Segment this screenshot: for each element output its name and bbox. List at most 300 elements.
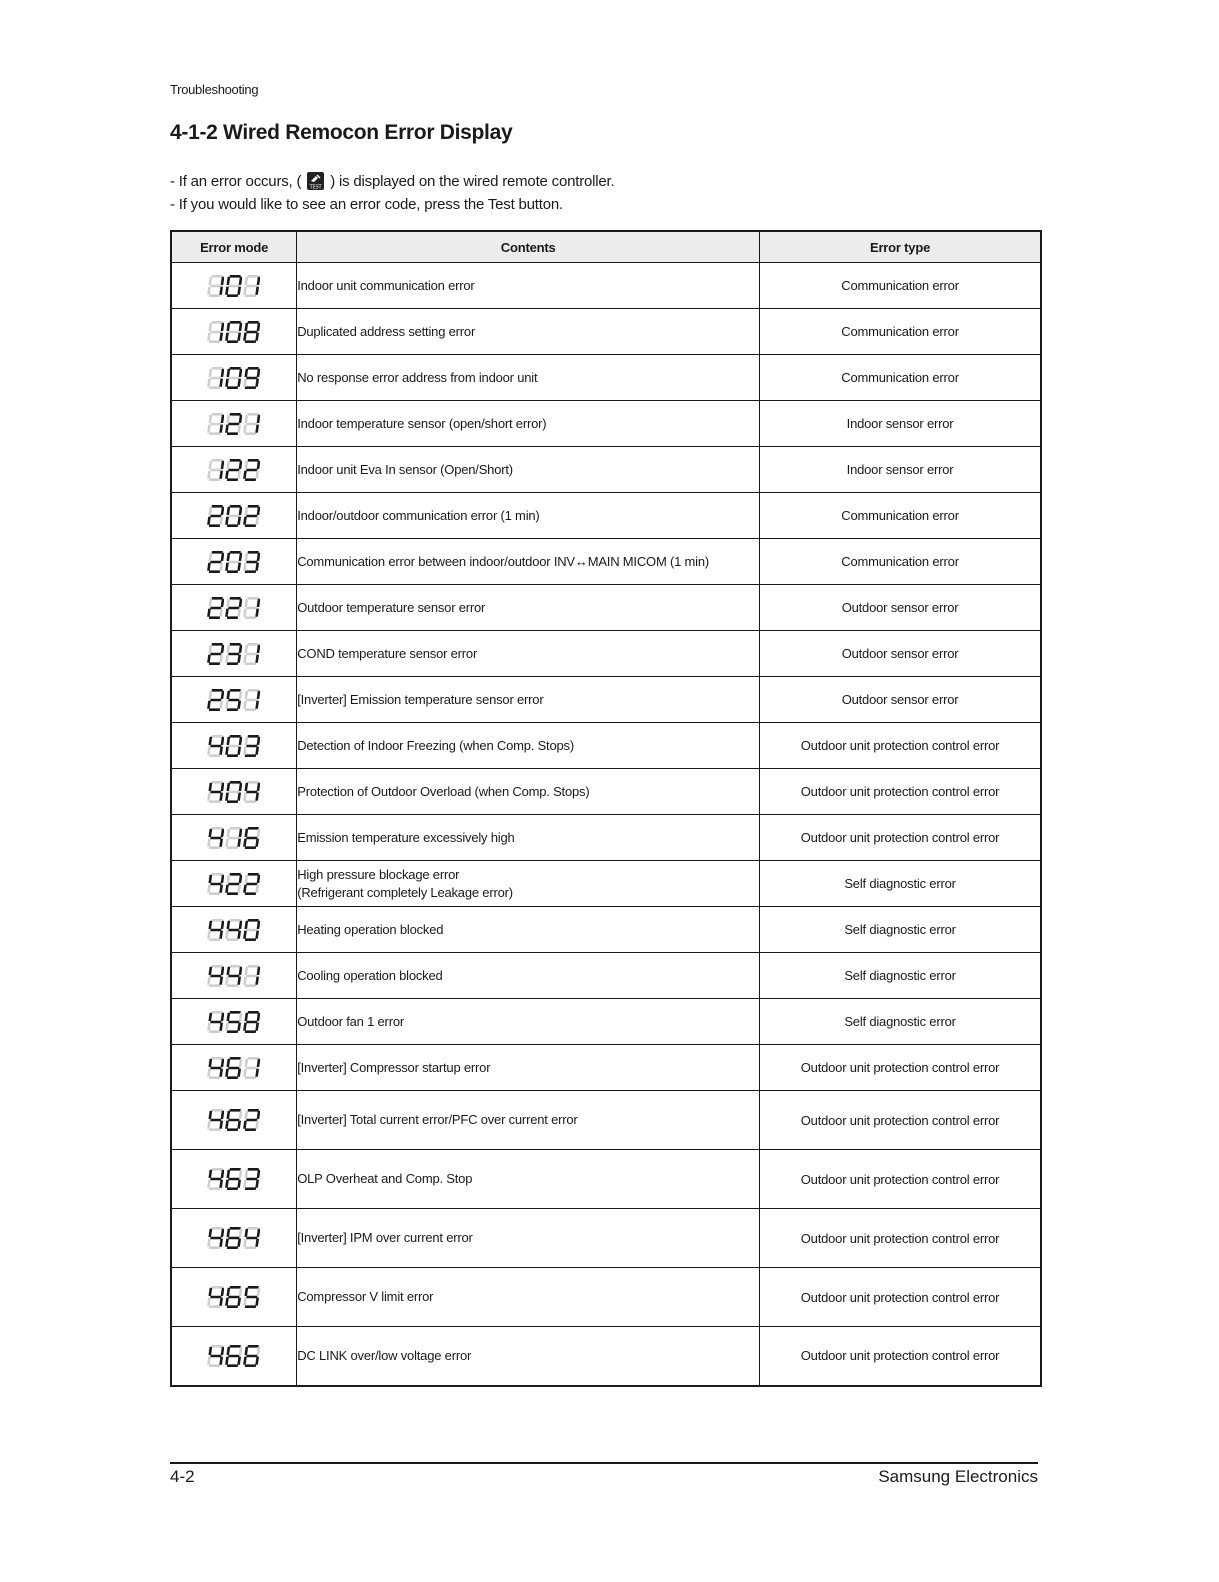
- segment-e: [225, 470, 229, 478]
- segment-g: [246, 468, 257, 471]
- error-contents: [297, 723, 760, 769]
- segment-b: [257, 1288, 260, 1296]
- seven-segment-digit: [207, 504, 224, 528]
- segment-g: [210, 974, 221, 977]
- table-row: [171, 999, 1041, 1045]
- segment-e: [207, 562, 211, 570]
- error-type: Communication error: [760, 539, 1041, 585]
- segment-c: [237, 976, 241, 984]
- segment-c: [237, 1239, 241, 1247]
- segment-g: [228, 606, 239, 609]
- segment-a: [248, 459, 259, 462]
- segment-b: [221, 782, 224, 790]
- table-header-row: [171, 231, 1041, 263]
- seven-segment-digit: [243, 642, 260, 666]
- segment-e: [207, 1121, 211, 1129]
- segment-a: [230, 1168, 241, 1171]
- segment-a: [248, 1109, 259, 1112]
- error-contents-line: Outdoor temperature sensor error: [297, 599, 486, 615]
- segment-a: [230, 689, 241, 692]
- error-contents-line: [Inverter] Emission temperature sensor error: [297, 691, 544, 707]
- segment-g: [246, 974, 257, 977]
- seven-segment-digit: [207, 458, 224, 482]
- segment-g: [210, 1066, 221, 1069]
- seven-segment-digit: [243, 1285, 260, 1309]
- segment-g: [210, 652, 221, 655]
- segment-e: [225, 1068, 229, 1076]
- segment-e: [243, 976, 247, 984]
- segment-c: [255, 562, 259, 570]
- error-contents-line: High pressure blockage error: [297, 866, 460, 882]
- segment-d: [227, 708, 238, 711]
- segment-a: [248, 597, 259, 600]
- segment-b: [239, 598, 242, 606]
- seven-segment-digit: [225, 1010, 242, 1034]
- error-contents: [297, 677, 760, 723]
- seven-segment-digit: [207, 1226, 224, 1250]
- segment-e: [207, 1022, 211, 1030]
- segment-d: [227, 754, 238, 757]
- segment-c: [237, 378, 241, 386]
- segment-e: [225, 838, 229, 846]
- segment-f: [245, 1058, 249, 1066]
- segment-e: [207, 884, 211, 892]
- segment-a: [248, 781, 259, 784]
- segment-e: [225, 654, 229, 662]
- segment-b: [257, 598, 260, 606]
- segment-d: [245, 524, 256, 527]
- segment-a: [248, 827, 259, 830]
- segment-e: [225, 562, 229, 570]
- segment-g: [210, 514, 221, 517]
- error-code-display: [171, 401, 297, 447]
- seven-segment-digit: [225, 458, 242, 482]
- segment-a: [212, 919, 223, 922]
- segment-b: [221, 276, 224, 284]
- segment-b: [239, 322, 242, 330]
- segment-f: [227, 276, 231, 284]
- segment-d: [245, 754, 256, 757]
- error-code-display: [171, 953, 297, 999]
- segment-g: [228, 514, 239, 517]
- segment-a: [230, 735, 241, 738]
- segment-g: [210, 790, 221, 793]
- segment-c: [237, 1298, 241, 1306]
- table-row: [171, 1045, 1041, 1091]
- segment-g: [228, 1237, 239, 1240]
- segment-d: [245, 1246, 256, 1249]
- seven-segment-digit: [243, 596, 260, 620]
- segment-e: [225, 746, 229, 754]
- footer-rule: [170, 1462, 1038, 1464]
- segment-a: [230, 551, 241, 554]
- segment-c: [255, 1298, 259, 1306]
- error-contents: [297, 309, 760, 355]
- segment-c: [219, 1022, 223, 1030]
- segment-b: [239, 690, 242, 698]
- segment-a: [212, 873, 223, 876]
- segment-d: [209, 1030, 220, 1033]
- segment-f: [245, 920, 249, 928]
- segment-a: [248, 321, 259, 324]
- segment-b: [257, 1058, 260, 1066]
- segment-e: [243, 1068, 247, 1076]
- segment-c: [255, 1239, 259, 1247]
- table-row: [171, 953, 1041, 999]
- segment-g: [228, 1020, 239, 1023]
- segment-g: [228, 560, 239, 563]
- error-code-display: [171, 999, 297, 1045]
- table-row: [171, 631, 1041, 677]
- error-contents-line: Indoor/outdoor communication error (1 min): [297, 507, 540, 523]
- segment-f: [227, 736, 231, 744]
- error-contents-line: [Inverter] IPM over current error: [297, 1230, 473, 1245]
- segment-b: [257, 736, 260, 744]
- segment-c: [237, 1068, 241, 1076]
- error-code-display: [171, 677, 297, 723]
- segment-e: [243, 1180, 247, 1188]
- segment-g: [228, 698, 239, 701]
- segment-e: [225, 1298, 229, 1306]
- segment-b: [221, 414, 224, 422]
- error-contents: [297, 447, 760, 493]
- table-row: [171, 263, 1041, 309]
- segment-d: [209, 386, 220, 389]
- segment-e: [243, 838, 247, 846]
- error-contents: [297, 1045, 760, 1091]
- seven-segment-digit: [207, 596, 224, 620]
- segment-b: [221, 1012, 224, 1020]
- segment-f: [227, 828, 231, 836]
- segment-f: [209, 1012, 213, 1020]
- table-row: [171, 1209, 1041, 1268]
- segment-c: [219, 378, 223, 386]
- table-row: [171, 1268, 1041, 1327]
- segment-c: [219, 516, 223, 524]
- segment-b: [221, 644, 224, 652]
- seven-segment-digit: [243, 734, 260, 758]
- seven-segment-digit: [207, 274, 224, 298]
- segment-g: [210, 330, 221, 333]
- seven-segment-digit: [207, 734, 224, 758]
- seven-segment-digit: [225, 688, 242, 712]
- segment-c: [237, 332, 241, 340]
- segment-c: [237, 838, 241, 846]
- segment-a: [248, 367, 259, 370]
- segment-d: [245, 1187, 256, 1190]
- segment-c: [219, 1121, 223, 1129]
- error-contents: [297, 1091, 760, 1150]
- table-row: [171, 677, 1041, 723]
- error-type: Self diagnostic error: [760, 861, 1041, 907]
- segment-d: [245, 1305, 256, 1308]
- seven-segment-digit: [225, 366, 242, 390]
- error-code-display: [171, 355, 297, 401]
- error-contents: [297, 585, 760, 631]
- segment-b: [239, 1170, 242, 1178]
- segment-g: [246, 284, 257, 287]
- segment-a: [212, 965, 223, 968]
- error-type: Self diagnostic error: [760, 907, 1041, 953]
- segment-b: [257, 966, 260, 974]
- segment-g: [210, 882, 221, 885]
- seven-segment-digit: [243, 504, 260, 528]
- segment-a: [248, 1057, 259, 1060]
- error-code-display: [171, 539, 297, 585]
- section-label: Troubleshooting: [170, 82, 259, 97]
- segment-g: [228, 422, 239, 425]
- segment-d: [209, 294, 220, 297]
- segment-g: [228, 1066, 239, 1069]
- segment-a: [230, 1227, 241, 1230]
- segment-b: [257, 690, 260, 698]
- segment-g: [210, 836, 221, 839]
- segment-g: [246, 836, 257, 839]
- error-type: Communication error: [760, 493, 1041, 539]
- segment-e: [243, 884, 247, 892]
- segment-d: [209, 478, 220, 481]
- segment-c: [255, 792, 259, 800]
- segment-g: [246, 560, 257, 563]
- segment-g: [246, 1178, 257, 1181]
- segment-f: [245, 1111, 249, 1119]
- segment-c: [237, 562, 241, 570]
- seven-segment-digit: [243, 320, 260, 344]
- segment-a: [212, 735, 223, 738]
- error-contents: [297, 1327, 760, 1386]
- segment-a: [212, 1057, 223, 1060]
- segment-f: [227, 920, 231, 928]
- segment-a: [212, 1011, 223, 1014]
- error-contents: [297, 815, 760, 861]
- segment-g: [210, 928, 221, 931]
- error-type: Outdoor sensor error: [760, 677, 1041, 723]
- segment-e: [243, 1022, 247, 1030]
- segment-d: [227, 662, 238, 665]
- segment-e: [207, 838, 211, 846]
- segment-f: [245, 276, 249, 284]
- segment-b: [239, 552, 242, 560]
- segment-e: [225, 332, 229, 340]
- segment-d: [209, 1076, 220, 1079]
- seven-segment-digit: [225, 504, 242, 528]
- segment-e: [243, 930, 247, 938]
- segment-e: [225, 930, 229, 938]
- segment-d: [209, 340, 220, 343]
- segment-d: [227, 1305, 238, 1308]
- segment-e: [207, 470, 211, 478]
- seven-segment-digit: [243, 1108, 260, 1132]
- seven-segment-digit: [207, 550, 224, 574]
- segment-c: [237, 608, 241, 616]
- segment-c: [219, 1356, 223, 1364]
- segment-c: [237, 884, 241, 892]
- segment-a: [212, 321, 223, 324]
- segment-a: [248, 1168, 259, 1171]
- segment-e: [225, 1180, 229, 1188]
- error-type: Communication error: [760, 309, 1041, 355]
- segment-b: [221, 920, 224, 928]
- error-contents: [297, 263, 760, 309]
- error-code-display: [171, 1327, 297, 1386]
- segment-a: [230, 321, 241, 324]
- segment-d: [227, 984, 238, 987]
- error-contents-line: [Inverter] Compressor startup error: [297, 1059, 491, 1075]
- error-contents: [297, 631, 760, 677]
- segment-d: [209, 892, 220, 895]
- segment-a: [212, 643, 223, 646]
- segment-f: [209, 322, 213, 330]
- segment-f: [245, 782, 249, 790]
- segment-c: [237, 746, 241, 754]
- segment-f: [227, 782, 231, 790]
- segment-f: [245, 368, 249, 376]
- segment-b: [257, 1012, 260, 1020]
- table-row: [171, 585, 1041, 631]
- segment-f: [209, 1229, 213, 1237]
- error-code-display: [171, 447, 297, 493]
- segment-a: [248, 689, 259, 692]
- segment-a: [212, 551, 223, 554]
- error-contents: [297, 907, 760, 953]
- segment-d: [245, 432, 256, 435]
- segment-c: [255, 746, 259, 754]
- segment-a: [248, 551, 259, 554]
- seven-segment-digit: [207, 918, 224, 942]
- segment-f: [227, 506, 231, 514]
- seven-segment-digit: [225, 872, 242, 896]
- segment-f: [209, 690, 213, 698]
- segment-e: [207, 516, 211, 524]
- seven-segment-digit: [207, 366, 224, 390]
- error-type: Outdoor unit protection control error: [760, 1327, 1041, 1386]
- seven-segment-digit: [225, 1285, 242, 1309]
- segment-b: [239, 414, 242, 422]
- segment-d: [227, 524, 238, 527]
- segment-g: [210, 1237, 221, 1240]
- error-contents-line: (Refrigerant completely Leakage error): [297, 884, 513, 900]
- segment-d: [227, 1187, 238, 1190]
- error-type: Indoor sensor error: [760, 447, 1041, 493]
- segment-a: [230, 1286, 241, 1289]
- segment-e: [207, 608, 211, 616]
- segment-f: [227, 1229, 231, 1237]
- error-code-display: [171, 861, 297, 907]
- segment-g: [228, 1178, 239, 1181]
- segment-e: [207, 746, 211, 754]
- segment-d: [245, 892, 256, 895]
- seven-segment-digit: [225, 1226, 242, 1250]
- segment-c: [219, 1298, 223, 1306]
- segment-c: [255, 378, 259, 386]
- segment-g: [210, 1119, 221, 1122]
- segment-e: [225, 424, 229, 432]
- segment-b: [239, 1058, 242, 1066]
- error-type: Outdoor sensor error: [760, 631, 1041, 677]
- segment-f: [209, 782, 213, 790]
- segment-f: [227, 598, 231, 606]
- segment-c: [219, 332, 223, 340]
- error-code-display: [171, 493, 297, 539]
- segment-b: [257, 276, 260, 284]
- error-contents-line: COND temperature sensor error: [297, 645, 478, 661]
- segment-f: [245, 966, 249, 974]
- segment-g: [246, 928, 257, 931]
- segment-a: [212, 597, 223, 600]
- segment-a: [212, 1345, 223, 1348]
- error-contents: [297, 355, 760, 401]
- segment-e: [207, 654, 211, 662]
- segment-c: [255, 608, 259, 616]
- segment-f: [245, 874, 249, 882]
- segment-f: [209, 644, 213, 652]
- segment-b: [239, 276, 242, 284]
- error-contents-line: Indoor temperature sensor (open/short error): [297, 415, 547, 431]
- error-contents-line: OLP Overheat and Comp. Stop: [297, 1171, 473, 1186]
- segment-a: [248, 413, 259, 416]
- segment-d: [245, 800, 256, 803]
- segment-f: [227, 966, 231, 974]
- error-contents: [297, 493, 760, 539]
- segment-d: [245, 478, 256, 481]
- table-row: [171, 723, 1041, 769]
- segment-g: [210, 744, 221, 747]
- segment-b: [257, 1170, 260, 1178]
- segment-b: [239, 506, 242, 514]
- segment-b: [221, 506, 224, 514]
- seven-segment-digit: [243, 688, 260, 712]
- segment-e: [207, 332, 211, 340]
- segment-c: [255, 424, 259, 432]
- error-contents: [297, 539, 760, 585]
- segment-e: [225, 976, 229, 984]
- segment-g: [246, 744, 257, 747]
- segment-f: [209, 368, 213, 376]
- segment-f: [209, 276, 213, 284]
- segment-a: [230, 505, 241, 508]
- segment-c: [255, 976, 259, 984]
- segment-g: [246, 652, 257, 655]
- table-row: [171, 1091, 1041, 1150]
- seven-segment-digit: [243, 918, 260, 942]
- error-contents-line: Emission temperature excessively high: [297, 829, 515, 845]
- segment-c: [237, 654, 241, 662]
- page-title: 4-1-2 Wired Remocon Error Display: [170, 121, 513, 144]
- segment-d: [209, 754, 220, 757]
- segment-b: [239, 460, 242, 468]
- seven-segment-digit: [225, 1344, 242, 1368]
- error-code-display: [171, 1091, 297, 1150]
- seven-segment-digit: [207, 1344, 224, 1368]
- segment-d: [227, 294, 238, 297]
- seven-segment-digit: [207, 1285, 224, 1309]
- seven-segment-digit: [243, 366, 260, 390]
- segment-b: [239, 644, 242, 652]
- segment-f: [245, 690, 249, 698]
- segment-f: [245, 1347, 249, 1355]
- error-type: Indoor sensor error: [760, 401, 1041, 447]
- segment-d: [245, 662, 256, 665]
- segment-b: [221, 966, 224, 974]
- table-row: [171, 815, 1041, 861]
- segment-g: [210, 468, 221, 471]
- segment-g: [246, 606, 257, 609]
- seven-segment-digit: [225, 1167, 242, 1191]
- segment-d: [245, 340, 256, 343]
- segment-e: [207, 700, 211, 708]
- segment-b: [239, 1347, 242, 1355]
- segment-e: [207, 1239, 211, 1247]
